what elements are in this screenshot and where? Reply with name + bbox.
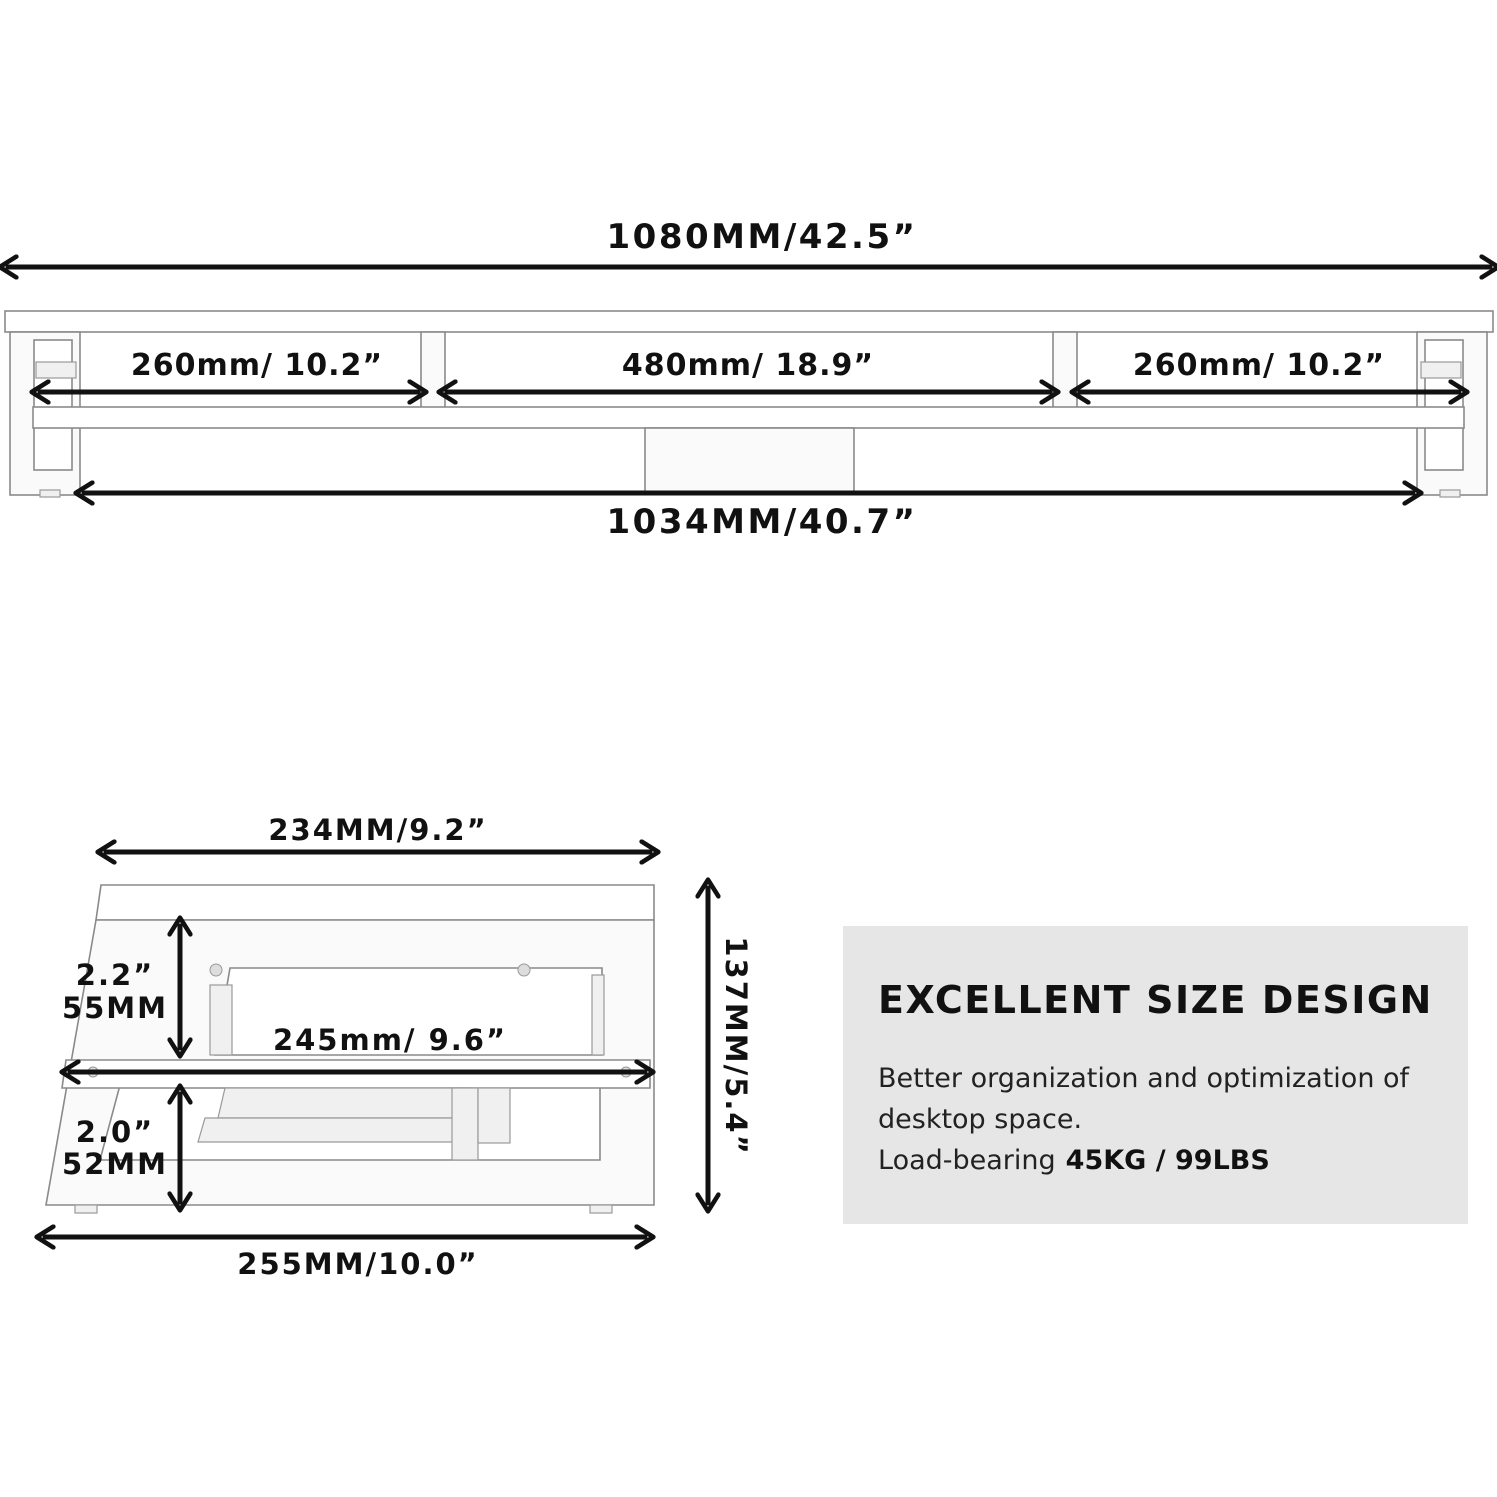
info-title: EXCELLENT SIZE DESIGN [878, 978, 1433, 1022]
bottom-depth-label: 255MM/10.0” [237, 1247, 479, 1281]
upper-clearance-inch-label: 2.2” [75, 958, 155, 992]
info-line-3 [878, 1140, 1468, 1181]
info-line-2: desktop space. [878, 1104, 1083, 1135]
height-label: 137MM/5.4” [719, 936, 753, 1156]
left-section-label: 260mm/ 10.2” [130, 348, 384, 383]
overall-width-label: 1080MM/42.5” [606, 217, 918, 257]
upper-clearance-mm-label: 55MM [61, 991, 169, 1025]
inner-width-label: 1034MM/40.7” [606, 502, 918, 542]
load-bearing-value: 45KG / 99LBS [1065, 1145, 1270, 1176]
right-section-label: 260mm/ 10.2” [1132, 348, 1386, 383]
front-view-dimensions [8, 217, 1490, 542]
center-section-label: 480mm/ 18.9” [621, 348, 875, 383]
top-depth-label: 234MM/9.2” [268, 813, 488, 847]
front-view-stand [5, 311, 1493, 497]
info-line-1: Better organization and optimization of [878, 1063, 1410, 1094]
lower-clearance-inch-label: 2.0” [75, 1115, 155, 1149]
info-panel [843, 926, 1468, 1224]
load-bearing-label: Load-bearing [878, 1145, 1056, 1176]
lower-clearance-mm-label: 52MM [61, 1147, 169, 1181]
shelf-depth-label: 245mm/ 9.6” [272, 1023, 508, 1057]
